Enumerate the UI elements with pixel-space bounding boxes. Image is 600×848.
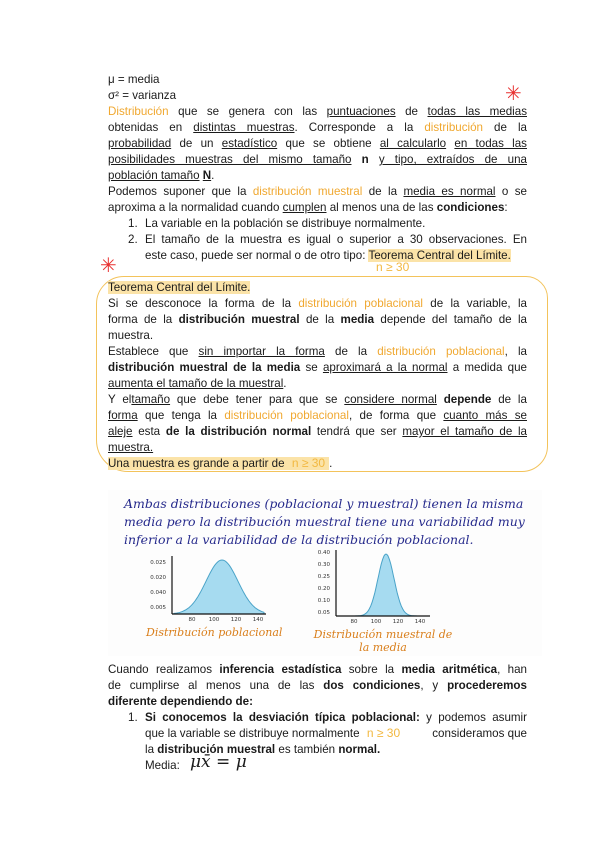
n-ge-30-badge: n ≥ 30	[376, 260, 410, 274]
sampling-x-tick-label: 80	[350, 619, 358, 625]
sampling-x-tick-label: 140	[414, 619, 426, 625]
p3-line3: diferente dependiendo de:	[108, 695, 253, 708]
tcl-a-line1: Si se desconoce la forma de la distribución poblacional de la variable, la	[108, 297, 527, 310]
asterisk-star-icon: ✳	[505, 83, 522, 105]
handwritten-line-1: Ambas distribuciones (poblacional y muestral) tienen la misma	[124, 496, 524, 511]
sampling-y-tick-label: 0.25	[317, 574, 330, 580]
tcl-title: Teorema Central del Límite.	[108, 281, 251, 294]
sampling-x-tick-label: 100	[370, 619, 382, 625]
sampling-y-tick-label: 0.20	[317, 586, 330, 592]
p1-line3: probabilidad de un estadístico que se obtiene al calcularlo en todas las	[108, 137, 527, 150]
sampling-distribution-chart	[304, 546, 434, 626]
list1-number-1: 1.	[128, 217, 138, 230]
asterisk-star-icon: ✳	[100, 255, 117, 277]
definition-mu: μ = media	[108, 73, 160, 86]
population-x-tick-label: 100	[208, 617, 220, 622]
mean-formula: μx̄ = μ	[190, 752, 247, 772]
population-distribution-chart	[140, 552, 270, 622]
p2-line1: Podemos suponer que la distribución muestral de la media es normal o se	[108, 185, 527, 198]
sampling-x-tick-label: 120	[392, 619, 404, 625]
handwritten-line-3: inferior a la variabilidad de la distribución poblacional.	[124, 532, 474, 547]
handwritten-line-2: media pero la distribución muestral tiene una variabilidad muy	[124, 514, 525, 529]
population-y-tick-label: 0.040	[150, 590, 166, 596]
list1-item-2-line2: este caso, puede ser normal o de otro tipo: Teorema Central del Límite.	[145, 249, 511, 262]
tcl-b-line3: aumenta el tamaño de la muestral.	[108, 377, 287, 390]
p1-line5: población tamaño N.	[108, 169, 215, 182]
tcl-c-line2: forma que tenga la distribución poblacional, de forma que cuanto más se	[108, 409, 527, 422]
population-y-tick-label: 0.020	[150, 575, 166, 581]
sampling-y-tick-label: 0.30	[317, 562, 330, 568]
population-x-tick-label: 140	[252, 617, 264, 622]
list1-item-1: La variable en la población se distribuye normalmente.	[145, 217, 426, 230]
tcl-b-line1: Establece que sin importar la forma de la distribución poblacional, la	[108, 345, 527, 358]
sampling-chart-label: Distribución muestral de la media	[313, 628, 453, 654]
population-x-tick-label: 120	[230, 617, 242, 622]
p3-line2: de cumplirse al menos una de las dos condiciones, y procederemos	[108, 679, 527, 692]
p3-line1: Cuando realizamos inferencia estadística sobre la media aritmética, han	[108, 663, 527, 676]
population-curve	[174, 560, 264, 614]
p1-line2: obtenidas en distintas muestras. Corresponde a la distribución de la	[108, 121, 527, 134]
tcl-b-line2: distribución muestral de la media se aproximará a la normal a medida que	[108, 361, 527, 374]
tcl-a-line3: muestra.	[108, 329, 154, 342]
p2-line2: aproxima a la normalidad cuando cumplen al menos una de las condiciones:	[108, 201, 508, 214]
tcl-c-line4: muestra.	[108, 441, 154, 454]
sampling-y-tick-label: 0.40	[317, 550, 330, 556]
definition-sigma: σ² = varianza	[108, 89, 177, 102]
tcl-c-line1: Y eltamaño que debe tener para que se considere normal depende de la	[108, 393, 527, 406]
list2-number-1: 1.	[128, 711, 138, 724]
list2-line1: Si conocemos la desviación típica poblacional: y podemos asumir	[145, 711, 527, 724]
list1-item-2-line1: El tamaño de la muestra es igual o superior a 30 observaciones. En	[145, 233, 527, 246]
sampling-y-tick-label: 0.05	[317, 610, 330, 616]
list2-line3: la distribución muestral es también normal.	[145, 743, 381, 756]
sampling-y-tick-label: 0.10	[317, 598, 330, 604]
p1-line4: posibilidades muestras del mismo tamaño n y tipo, extraídos de una	[108, 153, 527, 166]
tcl-c-line3: aleje esta de la distribución normal tendrá que ser mayor el tamaño de la	[108, 425, 527, 438]
list2-line2: que la variable se distribuye normalmente n ≥ 30 consideramos que	[145, 726, 527, 740]
list2-media-label: Media:	[145, 759, 180, 772]
tcl-d-line: Una muestra es grande a partir de n ≥ 30 .	[108, 456, 333, 470]
list1-number-2: 2.	[128, 233, 138, 246]
tcl-a-line2: forma de la distribución muestral de la media depende del tamaño de la	[108, 313, 527, 326]
sampling-curve	[344, 554, 424, 616]
p1-line1: Distribución que se genera con las puntuaciones de todas las medias	[108, 105, 527, 118]
population-y-tick-label: 0.025	[150, 560, 166, 566]
population-chart-label: Distribución poblacional	[146, 626, 283, 639]
population-x-tick-label: 80	[188, 617, 196, 622]
population-y-tick-label: 0.005	[150, 605, 166, 611]
